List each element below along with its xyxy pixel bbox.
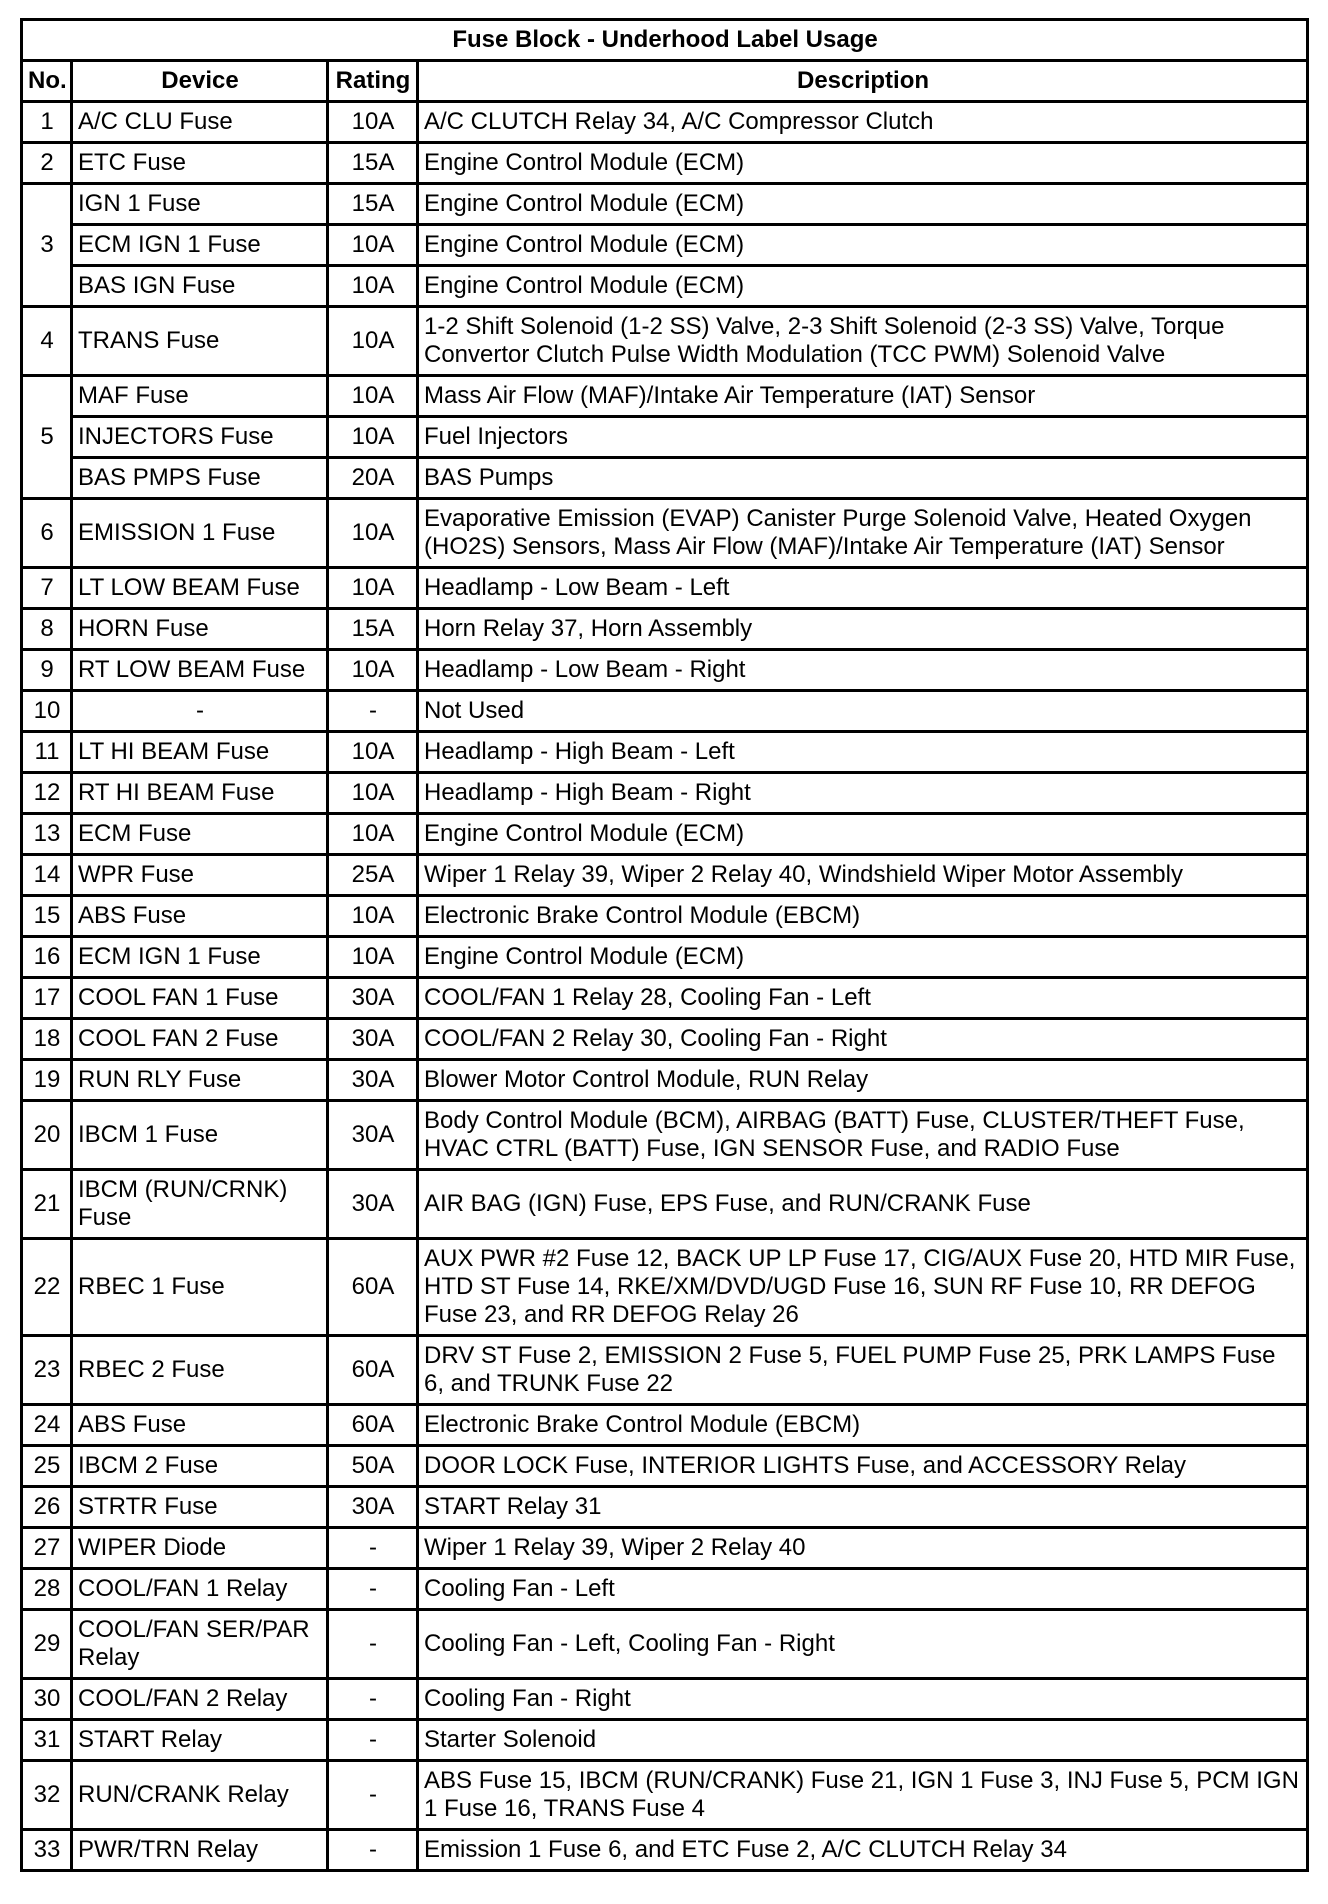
- cell-device: IBCM 2 Fuse: [72, 1446, 328, 1487]
- cell-rating: 10A: [328, 814, 418, 855]
- cell-device: START Relay: [72, 1720, 328, 1761]
- cell-description: Headlamp - Low Beam - Right: [418, 650, 1308, 691]
- cell-rating: 10A: [328, 773, 418, 814]
- cell-device: IBCM 1 Fuse: [72, 1101, 328, 1170]
- cell-no: 31: [22, 1720, 72, 1761]
- cell-device: -: [72, 691, 328, 732]
- cell-device: BAS PMPS Fuse: [72, 458, 328, 499]
- cell-no: 27: [22, 1528, 72, 1569]
- table-row: [22, 143, 1308, 184]
- table-row: [22, 307, 1308, 376]
- table-row: [22, 1528, 1308, 1569]
- cell-description: Headlamp - Low Beam - Left: [418, 568, 1308, 609]
- table-row: [22, 814, 1308, 855]
- cell-device: COOL FAN 1 Fuse: [72, 978, 328, 1019]
- cell-rating: 10A: [328, 732, 418, 773]
- cell-no: 21: [22, 1170, 72, 1239]
- cell-rating: 10A: [328, 417, 418, 458]
- cell-device: ABS Fuse: [72, 1405, 328, 1446]
- table-row: [22, 1679, 1308, 1720]
- cell-no: 14: [22, 855, 72, 896]
- cell-rating: 60A: [328, 1239, 418, 1336]
- cell-rating: -: [328, 691, 418, 732]
- cell-rating: -: [328, 1761, 418, 1830]
- cell-device: COOL/FAN 2 Relay: [72, 1679, 328, 1720]
- cell-rating: 50A: [328, 1446, 418, 1487]
- cell-device: A/C CLU Fuse: [72, 102, 328, 143]
- cell-description: DOOR LOCK Fuse, INTERIOR LIGHTS Fuse, and ACCESSORY Relay: [418, 1446, 1308, 1487]
- cell-device: INJECTORS Fuse: [72, 417, 328, 458]
- cell-device: RBEC 2 Fuse: [72, 1336, 328, 1405]
- table-row: [22, 1720, 1308, 1761]
- cell-rating: 10A: [328, 376, 418, 417]
- cell-rating: 10A: [328, 937, 418, 978]
- cell-device: LT HI BEAM Fuse: [72, 732, 328, 773]
- cell-no: 6: [22, 499, 72, 568]
- cell-no: 2: [22, 143, 72, 184]
- table-row: [22, 1487, 1308, 1528]
- cell-description: DRV ST Fuse 2, EMISSION 2 Fuse 5, FUEL PUMP Fuse 25, PRK LAMPS Fuse 6, and TRUNK Fuse 22: [418, 1336, 1308, 1405]
- cell-description: Emission 1 Fuse 6, and ETC Fuse 2, A/C CLUTCH Relay 34: [418, 1830, 1308, 1871]
- cell-device: ABS Fuse: [72, 896, 328, 937]
- table-row: [22, 184, 1308, 225]
- cell-rating: -: [328, 1720, 418, 1761]
- cell-no: 23: [22, 1336, 72, 1405]
- cell-no: 29: [22, 1610, 72, 1679]
- cell-description: Electronic Brake Control Module (EBCM): [418, 896, 1308, 937]
- cell-device: COOL FAN 2 Fuse: [72, 1019, 328, 1060]
- table-row: [22, 978, 1308, 1019]
- cell-rating: 20A: [328, 458, 418, 499]
- cell-description: Engine Control Module (ECM): [418, 937, 1308, 978]
- cell-no: 25: [22, 1446, 72, 1487]
- cell-device: ETC Fuse: [72, 143, 328, 184]
- cell-description: Engine Control Module (ECM): [418, 814, 1308, 855]
- cell-no: 26: [22, 1487, 72, 1528]
- cell-rating: 10A: [328, 225, 418, 266]
- cell-rating: -: [328, 1679, 418, 1720]
- cell-device: LT LOW BEAM Fuse: [72, 568, 328, 609]
- cell-description: Mass Air Flow (MAF)/Intake Air Temperature (IAT) Sensor: [418, 376, 1308, 417]
- cell-rating: 60A: [328, 1405, 418, 1446]
- cell-rating: 10A: [328, 266, 418, 307]
- cell-description: Evaporative Emission (EVAP) Canister Purge Solenoid Valve, Heated Oxygen (HO2S) Sensors, Mass Air Flow (MAF)/Intake Air Temperature (IAT) Sensor: [418, 499, 1308, 568]
- cell-description: Engine Control Module (ECM): [418, 225, 1308, 266]
- table-row: [22, 732, 1308, 773]
- table-row: [22, 102, 1308, 143]
- table-row: [22, 1336, 1308, 1405]
- cell-rating: 30A: [328, 1060, 418, 1101]
- table-row: [22, 609, 1308, 650]
- cell-device: ECM Fuse: [72, 814, 328, 855]
- table-title: Fuse Block - Underhood Label Usage: [22, 20, 1308, 61]
- table-row: [22, 1101, 1308, 1170]
- cell-description: 1-2 Shift Solenoid (1-2 SS) Valve, 2-3 Shift Solenoid (2-3 SS) Valve, Torque Convertor Clutch Pulse Width Modulation (TCC PWM) Solenoid Valve: [418, 307, 1308, 376]
- cell-description: Headlamp - High Beam - Right: [418, 773, 1308, 814]
- cell-device: RUN RLY Fuse: [72, 1060, 328, 1101]
- cell-rating: 15A: [328, 143, 418, 184]
- header-device: Device: [72, 61, 328, 102]
- header-row: [22, 61, 1308, 102]
- cell-description: Wiper 1 Relay 39, Wiper 2 Relay 40: [418, 1528, 1308, 1569]
- cell-no: 9: [22, 650, 72, 691]
- cell-rating: 10A: [328, 307, 418, 376]
- table-row: [22, 1830, 1308, 1871]
- cell-no: 19: [22, 1060, 72, 1101]
- cell-rating: 15A: [328, 609, 418, 650]
- table-row: [22, 855, 1308, 896]
- cell-rating: 30A: [328, 1487, 418, 1528]
- cell-device: WPR Fuse: [72, 855, 328, 896]
- cell-device: PWR/TRN Relay: [72, 1830, 328, 1871]
- table-row: [22, 1060, 1308, 1101]
- cell-no: 12: [22, 773, 72, 814]
- cell-description: COOL/FAN 2 Relay 30, Cooling Fan - Right: [418, 1019, 1308, 1060]
- cell-rating: 30A: [328, 1170, 418, 1239]
- cell-device: COOL/FAN 1 Relay: [72, 1569, 328, 1610]
- cell-description: BAS Pumps: [418, 458, 1308, 499]
- cell-no: 10: [22, 691, 72, 732]
- table-row: [22, 773, 1308, 814]
- cell-rating: -: [328, 1610, 418, 1679]
- cell-rating: 10A: [328, 102, 418, 143]
- cell-no: 8: [22, 609, 72, 650]
- cell-device: RT HI BEAM Fuse: [72, 773, 328, 814]
- cell-no: 1: [22, 102, 72, 143]
- cell-device: HORN Fuse: [72, 609, 328, 650]
- cell-no: 15: [22, 896, 72, 937]
- cell-no: 30: [22, 1679, 72, 1720]
- table-row: [22, 896, 1308, 937]
- cell-description: AIR BAG (IGN) Fuse, EPS Fuse, and RUN/CRANK Fuse: [418, 1170, 1308, 1239]
- table-row: [22, 1761, 1308, 1830]
- cell-rating: 15A: [328, 184, 418, 225]
- cell-no: 13: [22, 814, 72, 855]
- cell-rating: 30A: [328, 1101, 418, 1170]
- table-row: [22, 1239, 1308, 1336]
- cell-device: WIPER Diode: [72, 1528, 328, 1569]
- cell-no: 4: [22, 307, 72, 376]
- cell-no: 32: [22, 1761, 72, 1830]
- cell-description: COOL/FAN 1 Relay 28, Cooling Fan - Left: [418, 978, 1308, 1019]
- cell-description: Cooling Fan - Right: [418, 1679, 1308, 1720]
- cell-device: ECM IGN 1 Fuse: [72, 225, 328, 266]
- cell-description: Cooling Fan - Left: [418, 1569, 1308, 1610]
- cell-device: MAF Fuse: [72, 376, 328, 417]
- table-row: [22, 266, 1308, 307]
- cell-device: ECM IGN 1 Fuse: [72, 937, 328, 978]
- cell-description: Not Used: [418, 691, 1308, 732]
- cell-device: RUN/CRANK Relay: [72, 1761, 328, 1830]
- cell-description: Cooling Fan - Left, Cooling Fan - Right: [418, 1610, 1308, 1679]
- table-row: [22, 1446, 1308, 1487]
- cell-no: 28: [22, 1569, 72, 1610]
- cell-no: 3: [22, 184, 72, 307]
- table-row: [22, 376, 1308, 417]
- cell-device: RT LOW BEAM Fuse: [72, 650, 328, 691]
- cell-description: AUX PWR #2 Fuse 12, BACK UP LP Fuse 17, CIG/AUX Fuse 20, HTD MIR Fuse, HTD ST Fuse 14, RKE/XM/DVD/UGD Fuse 16, SUN RF Fuse 10, RR DEFOG Fuse 23, and RR DEFOG Relay 26: [418, 1239, 1308, 1336]
- cell-rating: -: [328, 1830, 418, 1871]
- table-row: [22, 225, 1308, 266]
- cell-description: Starter Solenoid: [418, 1720, 1308, 1761]
- cell-rating: 25A: [328, 855, 418, 896]
- cell-device: TRANS Fuse: [72, 307, 328, 376]
- cell-rating: 30A: [328, 978, 418, 1019]
- table-row: [22, 1170, 1308, 1239]
- table-row: [22, 691, 1308, 732]
- cell-description: Engine Control Module (ECM): [418, 143, 1308, 184]
- cell-device: STRTR Fuse: [72, 1487, 328, 1528]
- table-row: [22, 568, 1308, 609]
- cell-description: Horn Relay 37, Horn Assembly: [418, 609, 1308, 650]
- cell-rating: 30A: [328, 1019, 418, 1060]
- cell-device: RBEC 1 Fuse: [72, 1239, 328, 1336]
- cell-description: Wiper 1 Relay 39, Wiper 2 Relay 40, Windshield Wiper Motor Assembly: [418, 855, 1308, 896]
- cell-device: IBCM (RUN/CRNK) Fuse: [72, 1170, 328, 1239]
- cell-description: Fuel Injectors: [418, 417, 1308, 458]
- cell-device: COOL/FAN SER/PAR Relay: [72, 1610, 328, 1679]
- fuse-usage-table: [20, 18, 1309, 1872]
- cell-description: A/C CLUTCH Relay 34, A/C Compressor Clutch: [418, 102, 1308, 143]
- table-row: [22, 1019, 1308, 1060]
- cell-rating: -: [328, 1569, 418, 1610]
- cell-description: Engine Control Module (ECM): [418, 184, 1308, 225]
- cell-rating: 10A: [328, 499, 418, 568]
- cell-description: Headlamp - High Beam - Left: [418, 732, 1308, 773]
- cell-rating: -: [328, 1528, 418, 1569]
- cell-description: ABS Fuse 15, IBCM (RUN/CRANK) Fuse 21, IGN 1 Fuse 3, INJ Fuse 5, PCM IGN 1 Fuse 16, TRANS Fuse 4: [418, 1761, 1308, 1830]
- cell-rating: 10A: [328, 896, 418, 937]
- cell-rating: 10A: [328, 650, 418, 691]
- cell-no: 17: [22, 978, 72, 1019]
- header-description: Description: [418, 61, 1308, 102]
- table-row: [22, 937, 1308, 978]
- cell-no: 22: [22, 1239, 72, 1336]
- cell-description: Body Control Module (BCM), AIRBAG (BATT) Fuse, CLUSTER/THEFT Fuse, HVAC CTRL (BATT) Fuse, IGN SENSOR Fuse, and RADIO Fuse: [418, 1101, 1308, 1170]
- header-rating: Rating: [328, 61, 418, 102]
- cell-rating: 60A: [328, 1336, 418, 1405]
- table-row: [22, 417, 1308, 458]
- table-row: [22, 1405, 1308, 1446]
- cell-no: 18: [22, 1019, 72, 1060]
- cell-no: 11: [22, 732, 72, 773]
- cell-device: IGN 1 Fuse: [72, 184, 328, 225]
- cell-no: 20: [22, 1101, 72, 1170]
- cell-no: 33: [22, 1830, 72, 1871]
- table-row: [22, 458, 1308, 499]
- table-row: [22, 1610, 1308, 1679]
- cell-no: 5: [22, 376, 72, 499]
- header-no: No.: [22, 61, 72, 102]
- cell-device: BAS IGN Fuse: [72, 266, 328, 307]
- title-row: [22, 20, 1308, 61]
- cell-no: 16: [22, 937, 72, 978]
- cell-no: 24: [22, 1405, 72, 1446]
- cell-no: 7: [22, 568, 72, 609]
- cell-description: Engine Control Module (ECM): [418, 266, 1308, 307]
- cell-description: Blower Motor Control Module, RUN Relay: [418, 1060, 1308, 1101]
- table-row: [22, 650, 1308, 691]
- cell-description: START Relay 31: [418, 1487, 1308, 1528]
- cell-description: Electronic Brake Control Module (EBCM): [418, 1405, 1308, 1446]
- cell-rating: 10A: [328, 568, 418, 609]
- table-row: [22, 499, 1308, 568]
- cell-device: EMISSION 1 Fuse: [72, 499, 328, 568]
- table-row: [22, 1569, 1308, 1610]
